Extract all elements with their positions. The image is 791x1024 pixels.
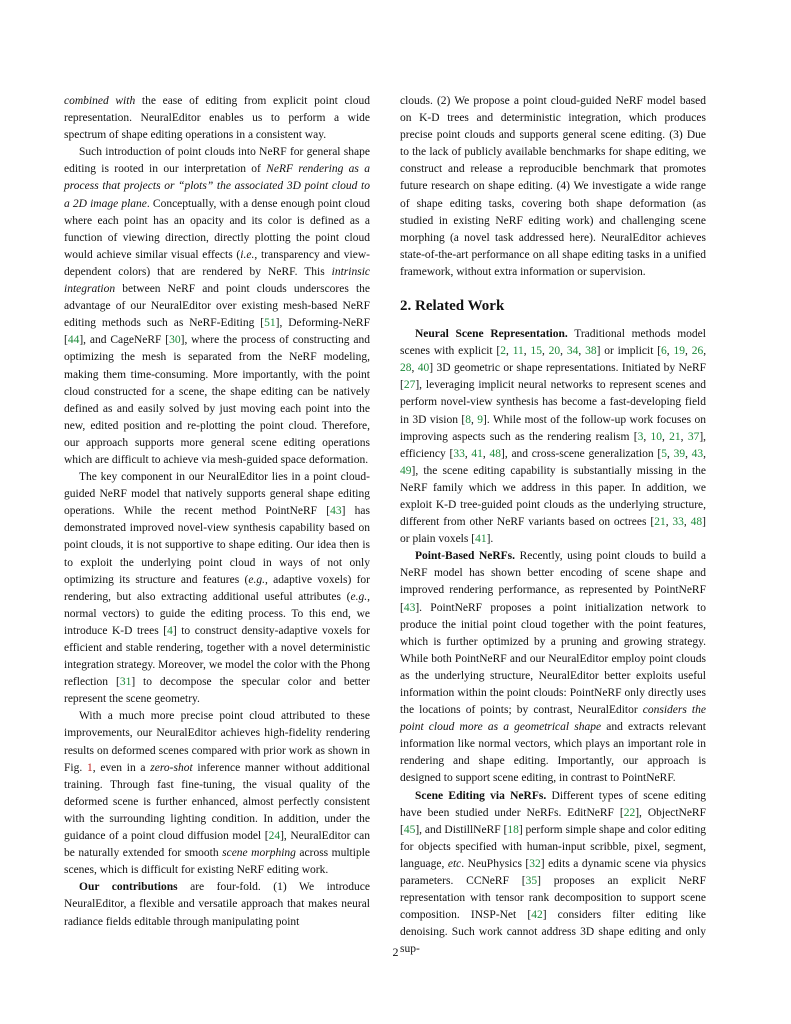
citation-link[interactable]: 20	[548, 345, 561, 358]
citation-link[interactable]: 18	[507, 823, 519, 836]
paragraph-point-based-nerfs: Point-Based NeRFs. Recently, using point clouds to build a NeRF model has shown better encoding of scene shape and improved rendering performance, as represented by PointNeRF [43]. PointNeRF proposes a point initialization network to produce the initial point cloud together with the point features, which is further optimized by a pruning and growing strategy. While both PointNeRF and our NeuralEditor employ point clouds as the underlying structure, NeuralEditor better exploits useful information within the point clouds: PointNeRF only directly uses the locations of points; by contrast, NeuralEditor considers the point cloud more as a geometrical shape and extracts relevant information like normal vectors, which plays an important role in rendering and shape editing. Importantly, our approach is designed to support scene editing, in contrast to PointNeRF.	[400, 550, 707, 785]
citation-link[interactable]: 26	[691, 345, 704, 358]
citation-link[interactable]: 11	[512, 345, 524, 358]
paragraph-scene-editing: Scene Editing via NeRFs. Different types of scene editing have been studied under NeRFs. EditNeRF [22], ObjectNeRF [45], and DistillNeRF [18] perform simple shape and color editing for objects specified with human-input scribble, pixel, segment, language, etc. NeuPhysics [32] edits a dynamic scene via physics parameters. CCNeRF [35] proposes an explicit NeRF representation with tensor rank decomposition to support scene composition. INSP-Net [42] considers filter editing like denoising. Such work cannot address 3D shape editing and only sup-	[400, 789, 707, 956]
citation-link[interactable]: 6	[661, 345, 667, 358]
citation-link[interactable]: 27	[403, 379, 416, 392]
citation-link[interactable]: 22	[623, 806, 636, 819]
paragraph-key-component: The key component in our NeuralEditor lies in a point cloud-guided NeRF model that natively supports general shape editing operations. While the recent method PointNeRF [43] has demonstrated improved novel-view synthesis capability based on point clouds, it is not supportive to shape editing. Our idea then is to exploit the underlying point cloud in ways of not only optimizing its structure and features (e.g., adaptive voxels) for rendering, but also extracting additional useful attributes (e.g., normal vectors) to guide the editing process. To this end, we introduce K-D trees [4] to construct density-adaptive voxels for efficient and stable rendering, together with a novel deterministic integration strategy. Moreover, we model the color with the Phong reflection [31] to decompose the specular color and better represent the scene geometry.	[64, 471, 371, 706]
citation-link[interactable]: 19	[673, 345, 685, 358]
citation-link[interactable]: 24	[268, 830, 281, 843]
citation-link[interactable]: 38	[585, 345, 597, 358]
paragraph-neural-scene-representation: Neural Scene Representation. Traditional methods model scenes with explicit [2, 11, 15, 20, 34, 38] or implicit [6, 19, 26, 28, 40] 3D geometric or shape representations. Initiated by NeRF [27], leveraging implicit neural networks to represent scenes and perform novel-view synthesis has become a fast-developing field in 3D vision [8, 9]. While most of the follow-up work focuses on improving aspects such as the rendering realism [3, 10, 21, 37], efficiency [33, 41, 48], and cross-scene generalization [5, 39, 43, 49], the scene editing capability is substantially missing in the NeRF family which we address in this paper. In addition, we exploit K-D tree-guided point clouds as the underlying structure, different from other NeRF variants based on octrees [21, 33, 48] or plain voxels [41].	[400, 328, 707, 546]
citation-link[interactable]: 42	[531, 909, 543, 922]
citation-link[interactable]: 28	[400, 362, 412, 375]
citation-link[interactable]: 37	[687, 430, 700, 443]
left-column	[64, 93, 370, 931]
citation-link[interactable]: 41	[471, 447, 483, 460]
citation-link[interactable]: 3	[637, 430, 644, 443]
citation-link[interactable]: 15	[530, 345, 542, 358]
citation-link[interactable]: 34	[566, 345, 579, 358]
citation-link[interactable]: 30	[169, 334, 181, 347]
citation-link[interactable]: 49	[400, 464, 412, 477]
citation-link[interactable]: 48	[690, 516, 703, 529]
citation-link[interactable]: 35	[525, 875, 538, 888]
citation-link[interactable]: 21	[669, 430, 681, 443]
citation-link[interactable]: 5	[661, 447, 667, 460]
citation-link[interactable]: 21	[654, 516, 666, 529]
section-heading: 2. Related Work	[400, 298, 505, 315]
citation-link[interactable]: 32	[529, 857, 541, 870]
citation-link[interactable]: 33	[672, 516, 684, 529]
citation-link[interactable]: 45	[403, 823, 416, 836]
right-column	[400, 93, 706, 959]
paragraph-point-cloud-intro: Such introduction of point clouds into NeRF for general shape editing is rooted in our interpretation of NeRF rendering as a process that projects or “plots” the associated 3D point cloud to a 2D image plane. Conceptually, with a dense enough point cloud where each point has an opacity and its color is defined as a function of viewing direction, directly plotting the point cloud would achieve similar visual effects (i.e., transparency and view-dependent colors) that are rendered by NeRF. This intrinsic integration between NeRF and point clouds underscores the advantage of our NeuralEditor over existing mesh-based NeRF editing methods such as NeRF-Editing [51], Deforming-NeRF [44], and CageNeRF [30], where the process of constructing and optimizing the mesh is separated from the NeRF modeling, making them time-consuming. More importantly, with the point cloud constructed for a scene, the shape editing can be natively defined as and easily solved by just moving each point into the new, edited position and re-plotting the point cloud. Therefore, our approach supports more general scene editing operations which are difficult to achieve via mesh-guided space deformation.	[64, 146, 370, 466]
paragraph-intro-continued: combined with the ease of editing from explicit point cloud representation. NeuralEditor enables us to perform a wide spectrum of shape editing operations in a consistent way.	[64, 95, 370, 142]
citation-link[interactable]: 33	[453, 447, 465, 460]
citation-link[interactable]: 43	[691, 447, 704, 460]
figure-link[interactable]: 1	[86, 761, 93, 774]
citation-link[interactable]: 8	[465, 413, 471, 426]
page-number: 2	[392, 945, 399, 959]
citation-link[interactable]: 48	[489, 447, 502, 460]
paragraph-contributions: Our contributions are four-fold. (1) We introduce NeuralEditor, a flexible and versatile approach that makes neural radiance fields editable through manipulating point	[64, 881, 370, 928]
citation-link[interactable]: 43	[403, 601, 416, 614]
citation-link[interactable]: 40	[417, 362, 430, 375]
citation-link[interactable]: 31	[119, 676, 132, 689]
citation-link[interactable]: 2	[500, 345, 506, 358]
citation-link[interactable]: 39	[673, 447, 686, 460]
citation-link[interactable]: 51	[264, 317, 276, 330]
paragraph-improvements: With a much more precise point cloud attributed to these improvements, our NeuralEditor achieves high-fidelity rendering results on deformed scenes compared with prior work as shown in Fig. 1, even in a zero-shot inference manner without additional training. Through fast fine-tuning, the visual quality of the deformed scene is further enhanced, almost perfectly consistent with the surrounding lighting condition. In addition, under the guidance of a point cloud diffusion model [24], NeuralEditor can be naturally extended for smooth scene morphing across multiple scenes, which is difficult for existing NeRF editing work.	[64, 710, 370, 877]
citation-link[interactable]: 44	[67, 334, 80, 347]
paragraph-contributions-continued: clouds. (2) We propose a point cloud-guided NeRF model based on K-D trees and deterministic integration, which produces precise point clouds and supports general scene editing. (3) Due to the lack of publicly available benchmarks for shape editing, we construct and release a reproducible benchmark that promotes future research on shape editing. (4) We investigate a wide range of shape editing tasks, covering both shape deformation (as studied in existing NeRF editing work) and challenging scene morphing (a novel task addressed here). NeuralEditor achieves state-of-the-art performance on all shape editing tasks in a unified framework, without extra information or supervision.	[400, 95, 706, 278]
citation-link[interactable]: 10	[650, 430, 662, 443]
citation-link[interactable]: 43	[330, 505, 342, 518]
citation-link[interactable]: 41	[475, 533, 487, 546]
citation-link[interactable]: 9	[477, 413, 484, 426]
citation-link[interactable]: 4	[167, 624, 173, 637]
